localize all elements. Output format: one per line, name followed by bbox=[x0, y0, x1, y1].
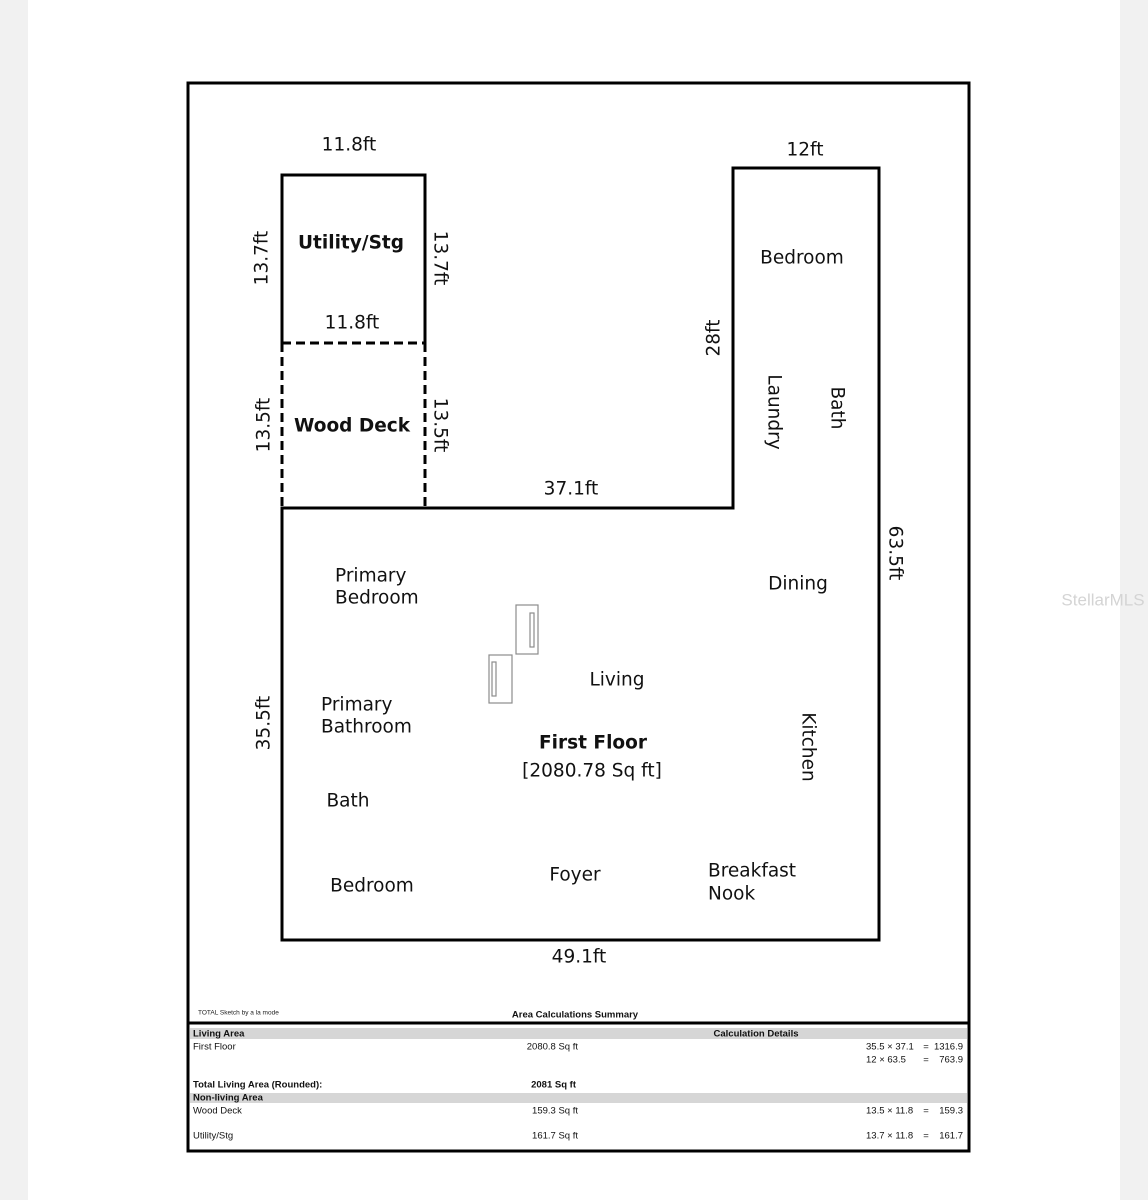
row-name: First Floor bbox=[193, 1041, 236, 1053]
first-floor-dim-bottom: 49.1ft bbox=[551, 946, 607, 968]
wood-deck-dim-left: 13.5ft bbox=[253, 397, 275, 453]
fixture-inner bbox=[530, 613, 534, 647]
room-primary-bedroom-line1: Primary bbox=[335, 565, 407, 587]
utility-label: Utility/Stg bbox=[298, 232, 404, 254]
total-label: Total Living Area (Rounded): bbox=[193, 1079, 323, 1091]
fixture-outer bbox=[516, 605, 538, 654]
calc-equals: = bbox=[923, 1054, 929, 1066]
calc-details-header: Calculation Details bbox=[713, 1028, 799, 1040]
non-living-area-header: Non-living Area bbox=[193, 1092, 263, 1104]
room-breakfast-nook-line2: Nook bbox=[708, 883, 756, 905]
calc-equals: = bbox=[923, 1130, 929, 1142]
first-floor-dim-wing-inner: 28ft bbox=[703, 319, 725, 357]
room-dining: Dining bbox=[768, 573, 828, 595]
row-name: Wood Deck bbox=[193, 1105, 242, 1117]
room-bath-lower: Bath bbox=[326, 790, 370, 812]
calc-value: 763.9 bbox=[939, 1054, 963, 1066]
row-area: 159.3 Sq ft bbox=[532, 1105, 578, 1117]
first-floor-dim-left: 35.5ft bbox=[253, 695, 275, 751]
utility-dim-top: 11.8ft bbox=[321, 134, 377, 156]
living-area-band bbox=[190, 1028, 967, 1039]
room-bedroom-upper: Bedroom bbox=[760, 247, 844, 269]
room-bath-upper: Bath bbox=[826, 386, 848, 430]
row-area: 161.7 Sq ft bbox=[532, 1130, 578, 1142]
room-primary-bathroom-line1: Primary bbox=[321, 694, 393, 716]
wood-deck-label: Wood Deck bbox=[293, 415, 411, 437]
fixture-inner bbox=[492, 662, 496, 696]
calc-expression: 13.7 × 11.8 bbox=[866, 1130, 914, 1142]
calc-expression: 13.5 × 11.8 bbox=[866, 1105, 914, 1117]
left-margin-strip bbox=[0, 0, 28, 1200]
row-area: 2080.8 Sq ft bbox=[526, 1041, 578, 1053]
utility-dim-bottom: 11.8ft bbox=[324, 312, 380, 334]
room-bedroom-lower: Bedroom bbox=[330, 875, 414, 897]
first-floor-dim-right: 63.5ft bbox=[884, 525, 906, 581]
room-kitchen: Kitchen bbox=[797, 712, 819, 782]
row-name: Utility/Stg bbox=[193, 1130, 234, 1142]
fixture-symbol bbox=[489, 655, 512, 703]
total-value: 2081 Sq ft bbox=[531, 1079, 576, 1091]
calc-equals: = bbox=[923, 1041, 929, 1053]
calc-value: 1316.9 bbox=[933, 1041, 963, 1053]
room-primary-bedroom-line2: Bedroom bbox=[335, 587, 419, 609]
first-floor-dim-wing-top: 12ft bbox=[786, 139, 824, 161]
wood-deck-dim-right: 13.5ft bbox=[429, 397, 451, 453]
first-floor-label: First Floor bbox=[539, 732, 647, 754]
calc-expression: 35.5 × 37.1 bbox=[866, 1041, 914, 1053]
calc-expression: 12 × 63.5 bbox=[866, 1054, 906, 1066]
watermark: StellarMLS bbox=[1061, 590, 1145, 610]
room-primary-bathroom-line2: Bathroom bbox=[321, 716, 412, 738]
calc-value: 159.3 bbox=[939, 1105, 963, 1117]
non-living-area-band bbox=[190, 1093, 967, 1103]
first-floor-dim-top: 37.1ft bbox=[543, 478, 599, 500]
room-laundry: Laundry bbox=[763, 374, 785, 450]
first-floor-area: [2080.78 Sq ft] bbox=[522, 760, 662, 782]
sketch-credit: TOTAL Sketch by a la mode bbox=[198, 1009, 279, 1017]
fixture-symbol bbox=[516, 605, 538, 654]
room-living: Living bbox=[589, 669, 645, 691]
calc-value: 161.7 bbox=[939, 1130, 963, 1142]
room-foyer: Foyer bbox=[549, 864, 601, 886]
utility-dim-left: 13.7ft bbox=[251, 230, 273, 286]
summary-title: Area Calculations Summary bbox=[511, 1009, 639, 1021]
utility-dim-right: 13.7ft bbox=[429, 230, 451, 286]
room-breakfast-nook-line1: Breakfast bbox=[708, 860, 797, 882]
calc-equals: = bbox=[923, 1105, 929, 1117]
living-area-header: Living Area bbox=[193, 1028, 245, 1040]
